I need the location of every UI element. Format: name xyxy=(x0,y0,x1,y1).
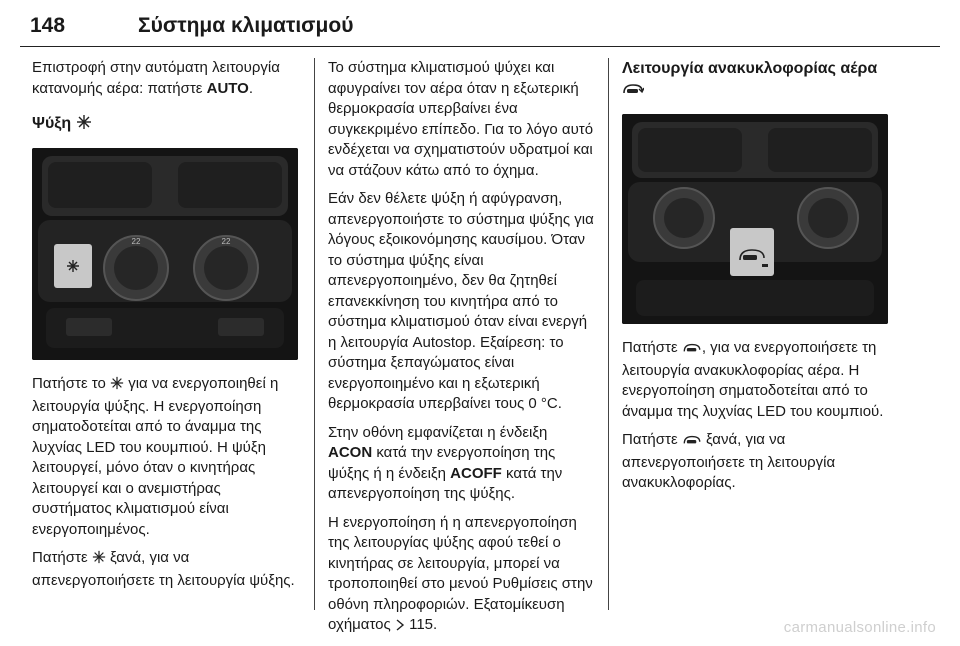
arrow-reference-icon xyxy=(395,617,405,638)
dial-right-label: 22 xyxy=(221,237,231,246)
highlighted-recirculation-button xyxy=(730,228,774,276)
r2-text-a: Πατήστε xyxy=(622,431,682,448)
page-number: 148 xyxy=(30,14,66,37)
snowflake-icon xyxy=(110,376,124,397)
condensation-paragraph: Το σύστημα κλιματισμού ψύχει και αφυγραίνει τον αέρα όταν η εξωτερική θερμοκρασία υπερβαίνει ένα συγκεκριμένο επίπεδο. Για το λόγο αυτό ενδέχεται να σχηματιστούν υδρατμοί και να στάζουν κάτω από το όχημα. xyxy=(328,59,594,179)
p3-text-a: Στην οθόνη εμφανίζεται η ένδειξη xyxy=(328,423,548,441)
recirculation-heading xyxy=(622,58,888,102)
disable-cooling-paragraph: Εάν δεν θέλετε ψύξη ή αφύγρανση, απενεργοποιήστε το σύστημα ψύξης για λόγους εξοικονόμησης καυσίμου. Όταν το σύστημα ψύξης είναι απενεργοποιημένο, δεν θα ζητηθεί επανεκκίνηση του κινητήρα από το σύστημα κλιματισμού όταν είναι ενεργή η λειτουργία Autostop. Εξαίρεση: το σύστημα ξεπαγώματος είναι ενεργοποιημένο και η εξωτερική θερμοκρασία υπερβαίνει τους 0 °C. xyxy=(328,190,594,412)
recirculation-paragraph-2 xyxy=(622,430,888,494)
recirculation-heading-text: Λειτουργία ανακυκλοφορίας αέρα xyxy=(622,60,878,77)
column-1 xyxy=(32,58,300,599)
p3-text-b: κατά την ενεργοποίηση της ψύξης ή η ένδειξη xyxy=(328,444,556,482)
page-reference[interactable]: 115 xyxy=(409,616,434,633)
r1-text-a: Πατήστε xyxy=(622,339,682,356)
display-indication-paragraph xyxy=(328,423,594,505)
column-divider xyxy=(608,58,609,610)
p4-text-a: Η ενεργοποίηση ή η απενεργοποίηση της λειτουργίας ψύξης αφού τεθεί ο κινητήρας σε λειτουργία, μπορεί να τροποποιηθεί στο μενού Ρυθμίσεις στην οθόνη πληροφοριών. Εξατομίκευση οχήματος xyxy=(328,513,593,633)
column-divider xyxy=(314,58,315,610)
snowflake-icon xyxy=(92,550,106,571)
page-header xyxy=(20,0,940,47)
settings-paragraph xyxy=(328,513,594,638)
auto-label: AUTO xyxy=(206,79,249,97)
climate-panel-figure-recirculation xyxy=(622,114,888,324)
acon-label: ACON xyxy=(328,444,373,461)
watermark: carmanualsonline.info xyxy=(783,619,936,636)
intro-text: Επιστροφή στην αυτόματη λειτουργία κατανομής αέρα: πατήστε xyxy=(32,59,280,97)
r1-text-b: , για να ενεργοποιήσετε τη λειτουργία ανακυκλοφορίας αέρα. Η ενεργοποίηση σηματοδοτείται από το άναμμα της λυχνίας LED του κουμπιού. xyxy=(622,339,884,420)
chapter-title: Σύστημα κλιματισμού xyxy=(138,14,354,37)
climate-panel-figure-cooling xyxy=(32,148,298,360)
dial-left-label: 22 xyxy=(131,237,141,246)
intro-paragraph xyxy=(32,58,300,99)
p3-text-c: κατά την απενεργοποίηση της ψύξης. xyxy=(328,464,563,502)
p1-text-a: Πατήστε το xyxy=(32,375,111,392)
cooling-paragraph-1 xyxy=(32,374,300,540)
r2-text-b: ξανά, για να απενεργοποιήσετε τη λειτουργία ανακυκλοφορίας. xyxy=(622,431,836,491)
recirculation-paragraph-1 xyxy=(622,338,888,422)
recirculation-icon xyxy=(622,81,644,102)
column-3 xyxy=(622,58,888,502)
snowflake-icon xyxy=(76,114,92,136)
recirculation-icon xyxy=(682,340,702,361)
p2-text-b: ξανά, για να απενεργοποιήσετε τη λειτουργία ψύξης. xyxy=(32,549,295,589)
intro-end: . xyxy=(248,79,254,97)
column-2 xyxy=(328,58,594,646)
acoff-label: ACOFF xyxy=(450,464,502,482)
recirculation-icon xyxy=(682,432,702,453)
p4-end: . xyxy=(433,616,438,633)
p1-text-b: για να ενεργοποιηθεί η λειτουργία ψύξης. Η ενεργοποίηση σηματοδοτείται από το άναμμα της λυχνίας LED του κουμπιού. Η ψύξη λειτουργεί, μόνο όταν ο κινητήρας λειτουργεί και ο ανεμιστήρας συστήματος κλιματισμού είναι ενεργοποιημένος. xyxy=(32,375,279,538)
cooling-heading-text: Ψύξη xyxy=(32,115,72,132)
cooling-heading xyxy=(32,113,300,136)
p2-text-a: Πατήστε xyxy=(32,549,92,566)
cooling-paragraph-2 xyxy=(32,548,300,591)
